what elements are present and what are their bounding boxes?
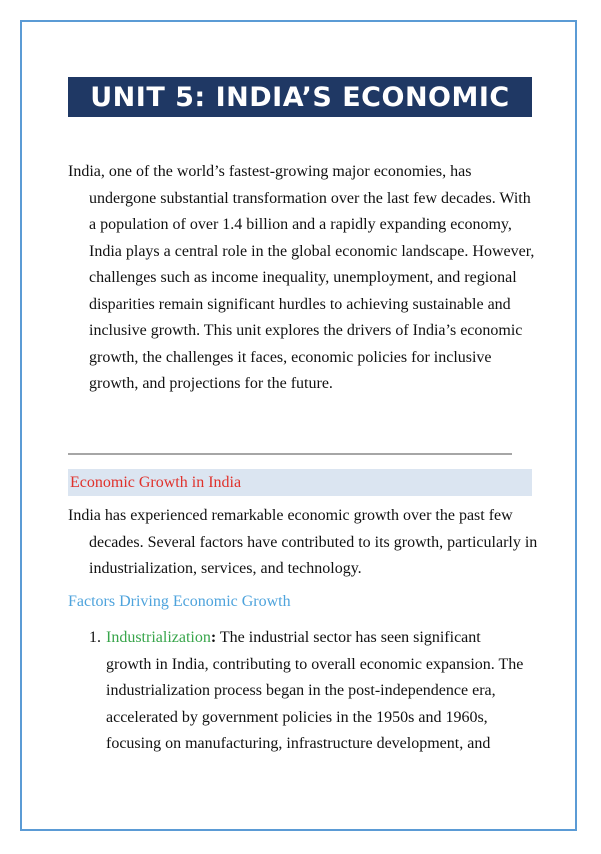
- subheading: Factors Driving Economic Growth: [68, 593, 291, 610]
- unit-title: UNIT 5: INDIA’S ECONOMIC: [90, 81, 510, 113]
- intro-paragraph: India, one of the world’s fastest-growing major economies, has undergone substantial transformation over the last few decades. With a population of over 1.4 billion and a rapidly expanding economy, India plays a central role in the global economic landscape. However, challenges such as income inequality, unemployment, and regional disparities remain significant hurdles to achieving sustainable and inclusive growth. This unit explores the drivers of India’s economic growth, the challenges it faces, economic policies for inclusive growth, and projections for the future.: [68, 163, 535, 392]
- list-text: The industrial sector has seen significant growth in India, contributing to overall economic expansion. The industrialization process began in the post-independence era, accelerated by government policies in the 1950s and 1960s, focusing on manufacturing, infrastructure development, and: [106, 629, 524, 752]
- list-item: [89, 625, 529, 758]
- title-banner: [68, 77, 532, 117]
- growth-paragraph: India has experienced remarkable economic growth over the past few decades. Several factors have contributed to its growth, particularly in industrialization, services, and technology.: [68, 507, 538, 577]
- list-term: Industrialization: [106, 629, 211, 646]
- section-heading-bar: [68, 469, 532, 496]
- section-divider: [68, 453, 512, 455]
- list-body: [89, 625, 529, 758]
- section-heading: Economic Growth in India: [70, 473, 242, 491]
- term-colon: :: [210, 629, 217, 646]
- list-number: 1.: [89, 629, 101, 646]
